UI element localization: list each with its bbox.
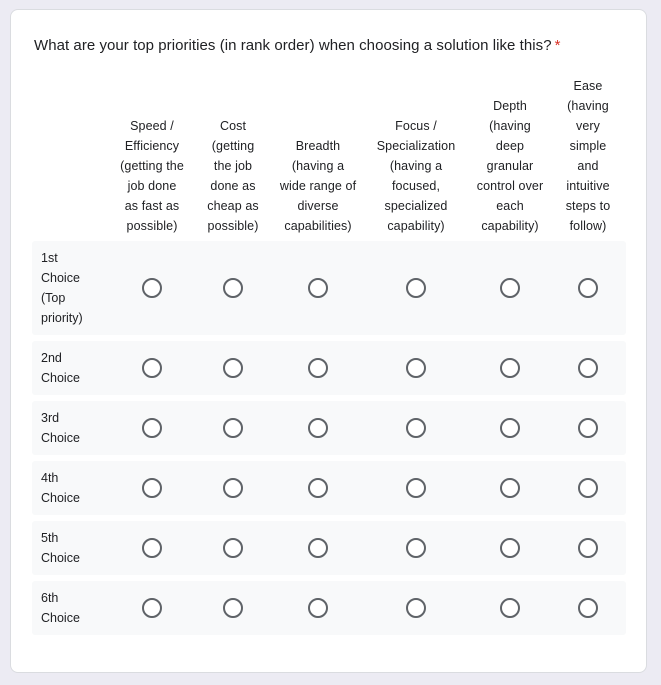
column-header-line: (having a (291, 159, 345, 173)
required-asterisk: * (554, 37, 561, 54)
row-label-line: Choice (41, 271, 80, 285)
column-header-line: follow) (569, 219, 607, 233)
row-label-5 (41, 528, 113, 568)
radio-row6-col1[interactable] (142, 598, 162, 618)
column-header-line: the job (213, 159, 253, 173)
row-label-1 (41, 248, 113, 328)
row-label-line: Choice (41, 431, 80, 445)
column-header-line: granular (486, 159, 534, 173)
column-header-line: capabilities) (284, 219, 352, 233)
column-header-line: and (577, 159, 599, 173)
radio-row6-col6[interactable] (578, 598, 598, 618)
row-label-line: (Top (41, 291, 66, 305)
column-header-line: control over (476, 179, 544, 193)
row-label-4 (41, 468, 113, 508)
column-header-line: Breadth (295, 139, 341, 153)
radio-row5-col3[interactable] (308, 538, 328, 558)
radio-row1-col5[interactable] (500, 278, 520, 298)
column-header-line: capability) (387, 219, 445, 233)
radio-row5-col6[interactable] (578, 538, 598, 558)
radio-row1-col3[interactable] (308, 278, 328, 298)
column-header-line: diverse (297, 199, 339, 213)
radio-row3-col1[interactable] (142, 418, 162, 438)
radio-row3-col6[interactable] (578, 418, 598, 438)
radio-row6-col4[interactable] (406, 598, 426, 618)
column-header-line: Efficiency (124, 139, 180, 153)
column-header-2 (185, 116, 281, 236)
radio-row3-col3[interactable] (308, 418, 328, 438)
radio-row3-col5[interactable] (500, 418, 520, 438)
row-label-6 (41, 588, 113, 628)
radio-row2-col4[interactable] (406, 358, 426, 378)
row-label-line: 1st (41, 251, 58, 265)
row-band (32, 241, 626, 335)
column-header-line: as fast as (124, 199, 180, 213)
radio-row4-col4[interactable] (406, 478, 426, 498)
row-band (32, 401, 626, 455)
column-header-line: (getting the (120, 159, 184, 173)
column-header-line: (having a (389, 159, 443, 173)
row-band (32, 461, 626, 515)
column-header-line: (having (567, 99, 609, 113)
radio-row5-col4[interactable] (406, 538, 426, 558)
column-header-6 (540, 76, 636, 236)
row-label-line: 5th (41, 531, 59, 545)
radio-row6-col5[interactable] (500, 598, 520, 618)
radio-row6-col2[interactable] (223, 598, 243, 618)
column-header-4 (368, 116, 464, 236)
row-label-line: Choice (41, 611, 80, 625)
radio-row6-col3[interactable] (308, 598, 328, 618)
radio-row1-col4[interactable] (406, 278, 426, 298)
column-header-line: specialized (384, 199, 448, 213)
column-header-line: each (496, 199, 524, 213)
question-text: What are your top priorities (in rank order) when choosing a solution like this? (34, 37, 552, 54)
column-header-line: done as (210, 179, 256, 193)
row-label-line: 2nd (41, 351, 62, 365)
row-label-line: 6th (41, 591, 59, 605)
column-header-line: job done (127, 179, 177, 193)
radio-row4-col3[interactable] (308, 478, 328, 498)
column-header-line: (having (489, 119, 531, 133)
radio-row3-col2[interactable] (223, 418, 243, 438)
column-header-line: Ease (573, 79, 603, 93)
column-header-line: focused, (391, 179, 441, 193)
row-band (32, 521, 626, 575)
column-header-line: simple (569, 139, 607, 153)
column-header-line: capability) (481, 219, 539, 233)
row-label-line: 3rd (41, 411, 60, 425)
radio-row5-col5[interactable] (500, 538, 520, 558)
row-label-2 (41, 348, 113, 388)
row-band (32, 341, 626, 395)
column-header-line: deep (495, 139, 525, 153)
column-header-line: possible) (126, 219, 178, 233)
column-header-3 (270, 136, 366, 236)
column-header-line: Depth (493, 99, 527, 113)
radio-row5-col1[interactable] (142, 538, 162, 558)
radio-row5-col2[interactable] (223, 538, 243, 558)
column-header-line: intuitive (566, 179, 610, 193)
column-header-line: cheap as (207, 199, 259, 213)
row-band (32, 581, 626, 635)
row-label-3 (41, 408, 113, 448)
row-label-line: Choice (41, 551, 80, 565)
radio-row2-col3[interactable] (308, 358, 328, 378)
radio-row4-col6[interactable] (578, 478, 598, 498)
radio-row4-col2[interactable] (223, 478, 243, 498)
row-label-line: 4th (41, 471, 59, 485)
radio-row1-col6[interactable] (578, 278, 598, 298)
row-label-line: Choice (41, 371, 80, 385)
question-card (10, 9, 647, 673)
row-label-line: priority) (41, 311, 83, 325)
radio-row2-col1[interactable] (142, 358, 162, 378)
radio-row2-col6[interactable] (578, 358, 598, 378)
radio-row4-col1[interactable] (142, 478, 162, 498)
column-header-line: wide range of (279, 179, 357, 193)
column-header-line: very (575, 119, 600, 133)
radio-row1-col2[interactable] (223, 278, 243, 298)
column-header-line: Speed / (130, 119, 174, 133)
radio-row3-col4[interactable] (406, 418, 426, 438)
question-title (34, 37, 560, 54)
column-header-line: steps to (565, 199, 611, 213)
column-header-line: (getting (211, 139, 255, 153)
radio-row1-col1[interactable] (142, 278, 162, 298)
radio-row2-col2[interactable] (223, 358, 243, 378)
column-header-line: Specialization (376, 139, 456, 153)
radio-row2-col5[interactable] (500, 358, 520, 378)
column-header-line: Cost (219, 119, 247, 133)
row-label-line: Choice (41, 491, 80, 505)
column-header-line: Focus / (395, 119, 437, 133)
column-header-line: possible) (207, 219, 259, 233)
radio-row4-col5[interactable] (500, 478, 520, 498)
